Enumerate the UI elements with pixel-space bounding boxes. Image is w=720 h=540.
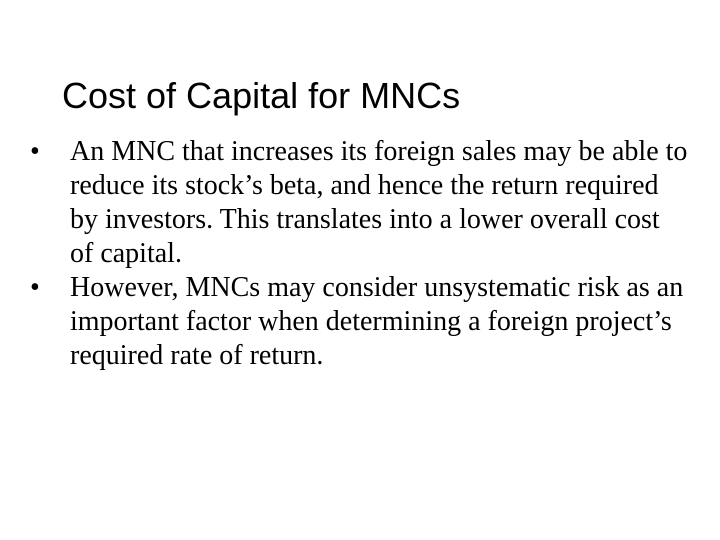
slide-title: Cost of Capital for MNCs	[62, 75, 461, 116]
bullet-item	[30, 271, 690, 373]
bullet-icon: •	[30, 136, 40, 167]
bullet-text: An MNC that increases its foreign sales may be able to reduce its stock’s beta, and hence the return required by investors. This translates into a lower overall cost of capital.	[70, 136, 688, 269]
bullet-list	[30, 135, 690, 373]
bullet-icon: •	[30, 272, 40, 303]
bullet-text: However, MNCs may consider unsystematic risk as an important factor when determining a foreign project’s required rate of return.	[70, 272, 684, 371]
bullet-item	[30, 135, 690, 271]
